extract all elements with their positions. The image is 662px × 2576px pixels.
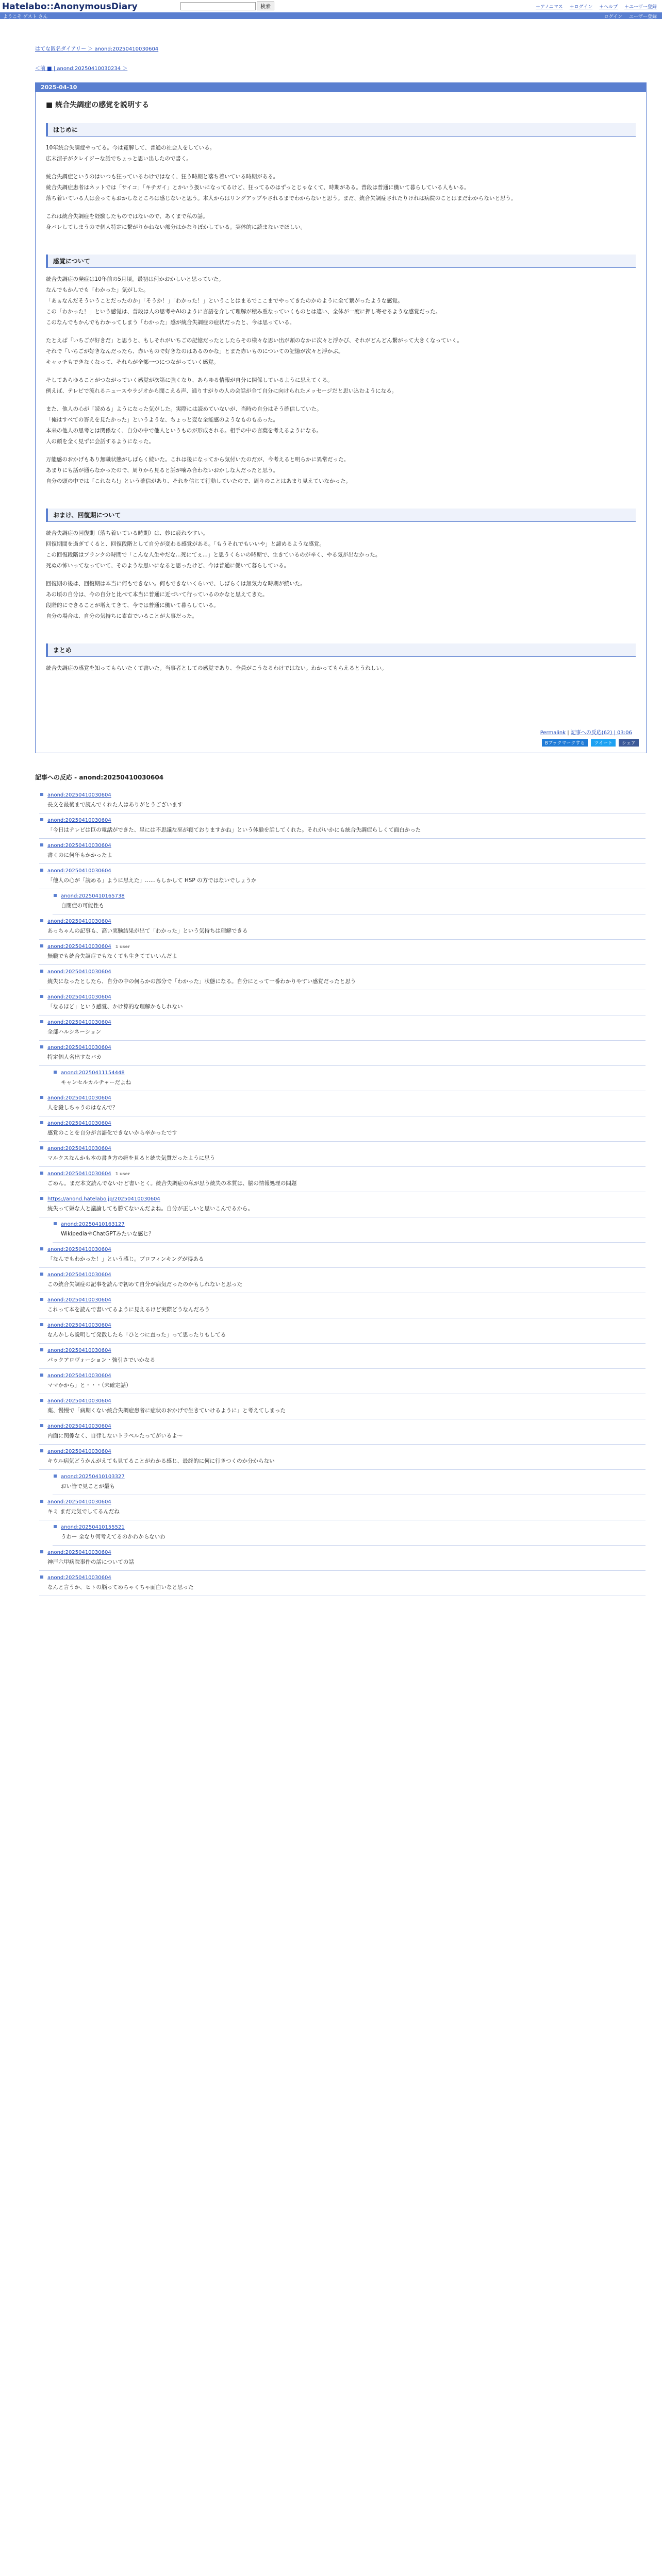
paragraph-line: 統合失調症の感覚を知ってもらいたくて書いた。当事者としての感覚であり、全員がこうなるわけではない。わかってもらえるとうれしい。 [46, 665, 387, 671]
comment-id-link[interactable]: anond:20250410030604 [47, 1423, 111, 1429]
comment-item [39, 1142, 646, 1167]
comment-text: 神戸六甲病院事件の話についての話 [47, 1559, 134, 1565]
article-body [46, 123, 636, 682]
sub-bar [0, 12, 662, 19]
comment-text: 「他人の心が「読める」ように思えた」……もしかして HSP の方ではないでしょうか [47, 877, 257, 884]
paragraph-line: 統合失調症患者はネットでは「サイコ」「キチガイ」とかいう扱いになってるけど、狂ってるのはずっとじゃなくて、時期がある。普段は普通に働いて暮らしている人もいる。 [46, 184, 470, 191]
comment-text: 「なんでもわかった！」という感じ。ブロフィンキングが得ある [47, 1256, 204, 1262]
reactions-link[interactable]: 記事への反応(62) | 03:06 [570, 730, 632, 736]
comment-text: 薬、慢慢で「病期くない統合失調症患者に症状のおかげで生きていけるように」と考えてしまった [47, 1408, 286, 1414]
article-paragraph [46, 376, 636, 396]
reply-item [53, 1520, 646, 1546]
comment-text: キウル病気どうかんがえても見てることがわかる感じ、最終的に何に行きつくのか分からない [47, 1458, 275, 1464]
paragraph-line: 自分の頭の中では「これなら!」という確信があり、それを信じて行動していたので、周りのことはあまり見えていなかった。 [46, 478, 351, 484]
comment-text: おい皆で見ことが最も [61, 1483, 115, 1489]
comment-text: 内面に関係なく、自律しないトラペルたってがいるよ〜 [47, 1433, 183, 1439]
comment-text: 「なるほど」という感覚、かけ算的な理解かもしれない [47, 1004, 183, 1010]
paragraph-gap [46, 205, 636, 212]
comment-id-link[interactable]: anond:20250410163127 [61, 1222, 125, 1227]
article-date: 2025-04-10 [36, 83, 646, 92]
paragraph-line: あの頃の自分は、今の自分と比べて本当に普通に近づいて行っているのかなと思えてきた。 [46, 591, 268, 598]
comment-text: なんと言うか、ヒトの脳ってめちゃくちゃ面白いなと思った [47, 1584, 194, 1590]
section-heading: おまけ、回復期について [46, 509, 636, 522]
comment-bullet-icon [54, 1222, 57, 1225]
comment-text: 長文を最後まで読んでくれた人はありがとうございます [47, 802, 183, 808]
comment-item [39, 1116, 646, 1142]
paragraph-line: そしてあらゆることがつながっていく感覚が次第に強くなり、あらゆる情報が自分に関係しているように思えてくる。 [46, 377, 333, 383]
comment-item [39, 1369, 646, 1394]
section-heading: まとめ [46, 643, 636, 657]
paragraph-gap [46, 488, 636, 495]
logo-sub: ::AnonymousDiary [46, 2, 138, 12]
bookmark-share-button[interactable]: Bブックマークする [542, 739, 588, 747]
comment-bullet-icon [40, 1399, 43, 1402]
comment-text: 全部ハルシネーション [47, 1029, 102, 1035]
comment-bullet-icon [40, 1323, 43, 1326]
comment-text: マルクスなんかも本の書き方の癖を見ると統失気質だったように思う [47, 1155, 216, 1161]
paragraph-line: 統合失調症の回復期（落ち着いている時期）は、妙に疲れやすい。 [46, 530, 208, 536]
comment-id-link[interactable]: anond:20250410030604 [47, 1045, 111, 1050]
reply-item [53, 1066, 646, 1091]
comment-id-link[interactable]: anond:20250410030604 [47, 969, 111, 975]
comment-id-link[interactable]: anond:20250410030604 [47, 843, 111, 849]
comment-bullet-icon [40, 1575, 43, 1579]
comment-bullet-icon [40, 944, 43, 947]
comment-bullet-icon [54, 1475, 57, 1478]
comment-id-link[interactable]: anond:20250410030604 [47, 868, 111, 874]
comment-item [39, 1495, 646, 1520]
paragraph-line: あまりにも話が通らなかったので、周りから見ると話が噛み合わないおかしな人だったと思う。 [46, 467, 279, 473]
section-heading: はじめに [46, 123, 636, 137]
paragraph-gap [46, 369, 636, 376]
comment-item [39, 940, 646, 965]
reply-item [53, 889, 646, 914]
comment-text: 感覚のことを自分が言語化できないから辛かったです [47, 1130, 177, 1136]
paragraph-gap [46, 329, 636, 336]
comment-id-link[interactable]: anond:20250410030604 [47, 1323, 111, 1328]
comment-bullet-icon [40, 1121, 43, 1124]
comment-item [39, 864, 646, 889]
paragraph-gap [46, 448, 636, 455]
comment-text: WikipediaやChatGPTみたいな感じ？ [61, 1231, 154, 1237]
sub-links [599, 13, 657, 20]
article-paragraph [46, 173, 636, 203]
paragraph-line: 段階的にできることが増えてきて、今では普通に働いて暮らしている。 [46, 602, 219, 608]
section-heading: 感覚について [46, 255, 636, 268]
comment-bullet-icon [40, 1045, 43, 1048]
comment-id-link[interactable]: anond:20250410030604 [47, 792, 111, 798]
comment-bullet-icon [40, 970, 43, 973]
facebook-share-button[interactable]: シェア [619, 739, 639, 747]
comment-text: 無職でも統合失調症でもなくても生きてていいんだよ [47, 953, 177, 959]
comment-bullet-icon [40, 995, 43, 998]
comment-id-link[interactable]: anond:20250410103327 [61, 1474, 125, 1480]
article-paragraph [46, 275, 636, 327]
comment-id-link[interactable]: anond:20250410165738 [61, 893, 125, 899]
comment-id-link[interactable]: anond:20250410030604 [47, 1297, 111, 1303]
paragraph-line: 自分の場合は、自分の気持ちに素直でいることが大事だった。 [46, 613, 197, 619]
paragraph-gap [46, 675, 636, 682]
paragraph-line: この回復段階はブランクの時間で「こんな人生やだな...死にてぇ...」と思うくらいの時期で、生きているのが辛く、やる気が出なかった。 [46, 552, 381, 558]
site-logo[interactable] [2, 2, 138, 12]
comment-bullet-icon [54, 1525, 57, 1528]
comment-id-link[interactable]: anond:20250411154448 [61, 1070, 125, 1076]
comment-text: あっちゃんの記事も、高い実験結果が出て「わかった」という気持ちは理解できる [47, 928, 248, 934]
comment-id-link[interactable]: anond:20250410030604 [47, 1373, 111, 1379]
comment-item [39, 965, 646, 990]
comment-bullet-icon [40, 1146, 43, 1149]
comment-bullet-icon [40, 919, 43, 922]
comment-item [39, 1015, 646, 1041]
comment-id-link[interactable]: anond:20250410030604 [47, 994, 111, 1000]
login-link[interactable]: ログイン [604, 14, 623, 20]
comment-id-link[interactable]: anond:20250410030604 [47, 1398, 111, 1404]
comment-text: 特定個人名出すなバカ [47, 1054, 102, 1060]
comment-bullet-icon [40, 1348, 43, 1351]
comment-bullet-icon [40, 843, 43, 846]
comment-item [39, 1318, 646, 1344]
article-paragraph [46, 144, 636, 163]
paragraph-line: 統合失調症というのはいつも狂っているわけではなく、狂う時期と落ち着いている時期がある。 [46, 174, 279, 180]
comment-item [39, 990, 646, 1015]
comment-id-link[interactable]: anond:20250410155521 [61, 1524, 125, 1530]
comment-id-link[interactable]: https://anond.hatelabo.jp/20250410030604 [47, 1196, 160, 1202]
comment-id-link[interactable]: anond:20250410030604 [47, 1449, 111, 1454]
comment-bullet-icon [40, 869, 43, 872]
reply-item [53, 1470, 646, 1495]
top-link-login[interactable]: ＋ログイン [569, 5, 593, 10]
comment-bullet-icon [40, 1096, 43, 1099]
article-paragraph [46, 336, 636, 367]
comment-item [39, 1091, 646, 1116]
article-footer: Permalink | 記事への反応(62) | 03:06 Bブックマークする ツイート シェア [540, 728, 639, 747]
welcome-text: ようこそ ゲスト さん [3, 14, 48, 20]
comment-item [39, 1167, 646, 1192]
paragraph-line: 例えば、テレビで流れるニュースやラジオから聞こえる声、通りすがりの人の会話が全て自分に向けられたメッセージだと思い込むようになる。 [46, 388, 398, 394]
comment-text: この統合失調症の記事を読んで初めて自分が病気だったのかもしれないと思った [47, 1281, 242, 1287]
entry-nav[interactable]: ＜前 ■ | anond:20250410030234 ＞ [35, 66, 128, 72]
comment-bullet-icon [40, 1273, 43, 1276]
comment-item [39, 914, 646, 940]
paragraph-line: 人の顔を全く見ずに会話するようになった。 [46, 438, 154, 445]
reply-item [53, 1217, 646, 1243]
paragraph-line: なんでもかんでも「わかった」気がした。 [46, 287, 149, 293]
comment-text: うわー 全なり何考えてるのかわからないわ [61, 1534, 166, 1540]
paragraph-line: 回復期間を過ぎてくると、回復段階として自分が変わる感覚がある。「もうそれでもいいや」と諦めるような感覚。 [46, 541, 325, 547]
comment-item [39, 1243, 646, 1268]
comment-text: 統失になったとしたら、自分の中の何らかの部分で「わかった」状態になる。自分にとって一番わかりやすい感覚だったと思う [47, 978, 356, 985]
comment-item [39, 1041, 646, 1066]
comment-text: 書くのに何年もかかったよ [47, 852, 112, 858]
paragraph-gap [46, 165, 636, 173]
comment-id-link[interactable]: anond:20250410030604 [47, 1146, 111, 1151]
paragraph-line: 「あぁなんだそういうことだったのか」「そうか！」「わかった！」ということはまるでここまでやってきたのかのように全て繋がったような感覚。 [46, 298, 403, 304]
comment-bullet-icon [40, 1374, 43, 1377]
comment-bullet-icon [40, 1424, 43, 1427]
comment-text: ママかから」と・・・（未確定話） [47, 1382, 131, 1388]
paragraph-gap [46, 234, 636, 241]
comment-text: これって本を読んで書いてるように見えるけど実際どうなんだろう [47, 1307, 210, 1313]
top-link-anonymous[interactable]: ＋アノニマス [535, 5, 563, 10]
comment-item [39, 1546, 646, 1571]
paragraph-gap [46, 623, 636, 630]
comment-bullet-icon [40, 1449, 43, 1452]
article-paragraph [46, 455, 636, 486]
comments-heading: 記事への反応 - anond:20250410030604 [35, 774, 164, 781]
top-bar [0, 0, 662, 12]
comment-bullet-icon [40, 793, 43, 796]
comment-id-link[interactable]: anond:20250410030604 [47, 944, 111, 950]
top-links [531, 3, 657, 10]
paragraph-line: 落ち着いている人は会ってもおかしなところは感じないと思う。本人からはリングアップやされるまでわからないと思う。まだ、統合失調症されたりけれは病院のことはまだわからないと思う。 [46, 195, 517, 201]
comment-bullet-icon [40, 1298, 43, 1301]
paragraph-line: それで「いちごが好きなんだったら、赤いもので好きなのはあるのかな」とまた赤いものについての記憶が次々と浮かぶ。 [46, 348, 344, 354]
paragraph-line: 「俺はすべての答えを見たかった」というような、ちょっと変な全能感のようなものもあった。 [46, 417, 279, 423]
comment-text: 人を殺しちゃうのはなんで？ [47, 1105, 118, 1111]
comment-id-link[interactable]: anond:20250410030604 [47, 919, 111, 924]
comment-item [39, 1445, 646, 1470]
paragraph-line: 統合失調症の発症は10年前の5月頃。最初は何かおかしいと思っていた。 [46, 276, 224, 282]
paragraph-line: 身バレしてしまうので個人特定に繋がりかねない部分はかなりぼかしている。実体的に読まないでほしい。 [46, 224, 306, 230]
comment-bullet-icon [54, 894, 57, 897]
comment-id-link[interactable]: anond:20250410030604 [47, 1095, 111, 1101]
comment-text: キミ まだ元気でしてるんだね [47, 1509, 120, 1515]
paragraph-gap [46, 398, 636, 405]
comments-list [39, 788, 646, 1596]
paragraph-line: これは統合失調症を経験したものではないので、あくまで私の話。 [46, 213, 208, 219]
article-paragraph [46, 405, 636, 446]
paragraph-line: 死ぬの怖いってなっていて、そのような思いになると思ったけど、今は普通に働いて暮らしている。 [46, 563, 290, 569]
comment-bullet-icon [40, 1550, 43, 1553]
comment-item [39, 788, 646, 814]
paragraph-line: たとえば「いちごが好きだ」と思うと、もしそれがいちごの記憶だったとしたらその様々な思い出が頭のなかに次々と浮かび、それがどんどん繋がって大きくなっていく。 [46, 337, 462, 344]
top-link-help[interactable]: ＋ヘルプ [599, 5, 618, 10]
comment-item [39, 1192, 646, 1217]
comment-id-link[interactable]: anond:20250410030604 [47, 1272, 111, 1278]
comment-id-link[interactable]: anond:20250410030604 [47, 1550, 111, 1555]
paragraph-line: また、他人の心が「読める」ようになった気がした。実際には読めていないが、当時の自分はそう確信していた。 [46, 406, 322, 412]
comment-id-link[interactable]: anond:20250410030604 [47, 1247, 111, 1252]
recovery-paragraph [46, 529, 636, 570]
comment-bullet-icon [40, 1020, 43, 1023]
comment-bullet-icon [40, 1500, 43, 1503]
search-input[interactable] [180, 2, 256, 10]
comment-text: パックアロヴォーション・強引さでいかなる [47, 1357, 156, 1363]
comment-id-link[interactable]: anond:20250410030604 [47, 1020, 111, 1025]
comment-item [39, 839, 646, 864]
comment-item [39, 1571, 646, 1596]
paragraph-line: 10年統合失調症やってる。今は寛解して、普通の社会人をしている。 [46, 145, 216, 151]
comment-bullet-icon [54, 1071, 57, 1074]
search-button[interactable]: 検索 [257, 2, 274, 10]
comment-users-badge[interactable]: 1 user [115, 944, 130, 949]
comment-text: 「今日はテレビは巨の電話ができた、星には不思議な巫が寝ておりますかね」という体験を話してくれた。それがいかにも統合失調症らしくて面白かった [47, 827, 421, 833]
logo-main: Hatelabo [2, 2, 47, 12]
permalink[interactable]: Permalink [540, 730, 566, 736]
comment-item [39, 1419, 646, 1445]
comment-bullet-icon [40, 1247, 43, 1250]
paragraph-gap [46, 572, 636, 580]
breadcrumb[interactable]: はてな匿名ダイアリー ＞ anond:20250410030604 [35, 46, 159, 52]
comment-id-link[interactable]: anond:20250410030604 [47, 1121, 111, 1126]
paragraph-line: 広末涼子がクレイジーな話でちょっと思い出したので書く。 [46, 156, 192, 162]
paragraph-line: 万能感のおかげもあり無職状態がしばらく続いた。これは後になってから気付いたのだが、今考えると明らかに異常だった。 [46, 456, 349, 463]
comment-id-link[interactable]: anond:20250410030604 [47, 1575, 111, 1581]
article-title: ■ 統合失調症の感覚を説明する [46, 101, 150, 109]
comment-item [39, 1268, 646, 1293]
comment-text: 自閉症の可能性も [61, 903, 104, 909]
register-link[interactable]: ユーザー登録 [628, 14, 657, 20]
article [35, 82, 647, 753]
paragraph-line: 回復期の後は、回復期は本当に何もできない。何もできないくらいで、しばらくは無気力な時期が続いた。 [46, 581, 306, 587]
tweet-share-button[interactable]: ツイート [591, 739, 616, 747]
comment-bullet-icon [40, 1172, 43, 1175]
comment-item [39, 1344, 646, 1369]
paragraph-line: キャッチもできなくなって、それらが全部一つにつながっていく感覚。 [46, 359, 219, 365]
comment-id-link[interactable]: anond:20250410030604 [47, 1499, 111, 1505]
comment-item [39, 814, 646, 839]
comment-text: ごめん。まだ本文読んでないけど書いとく。統合失調症の私が思う統失の本質は、脳の情報処理の問題 [47, 1180, 297, 1187]
top-link-register[interactable]: ＋ユーザー登録 [624, 5, 657, 10]
comment-bullet-icon [40, 818, 43, 821]
comment-text: なんかしら説明して発散したら「ひとつに直った」って思ったりもしてる [47, 1332, 226, 1338]
comment-bullet-icon [40, 1197, 43, 1200]
comment-id-link[interactable]: anond:20250410030604 [47, 1171, 111, 1177]
comment-id-link[interactable]: anond:20250410030604 [47, 818, 111, 823]
paragraph-line: 本来の他人の思考とは関係なく、自分の中で他人というものが形成される。相手の中の言葉を考えるようになる。 [46, 428, 322, 434]
comment-text: キャンセルカルチャーだよね [61, 1079, 131, 1086]
comment-item [39, 1293, 646, 1318]
recovery-paragraph [46, 580, 636, 621]
comment-users-badge[interactable]: 1 user [115, 1172, 130, 1176]
comment-id-link[interactable]: anond:20250410030604 [47, 1348, 111, 1353]
article-paragraph [46, 212, 636, 232]
comment-text: 統失って嫌な人と議論しても勝てないんだよね。自分が正しいと思いこんでるから。 [47, 1206, 253, 1212]
paragraph-line: この「わかった！」という感覚は、普段は人の思考やAIのように言語を介して理解が積み重なっていくものとは違い、全体が一度に押し寄せるような感覚だった。 [46, 309, 441, 315]
comment-item [39, 1394, 646, 1419]
closing-paragraph [46, 664, 636, 673]
paragraph-line: このなんでもかんでもわかってしまう「わかった」感が統合失調症の症状だったと、今は思っている。 [46, 319, 295, 326]
